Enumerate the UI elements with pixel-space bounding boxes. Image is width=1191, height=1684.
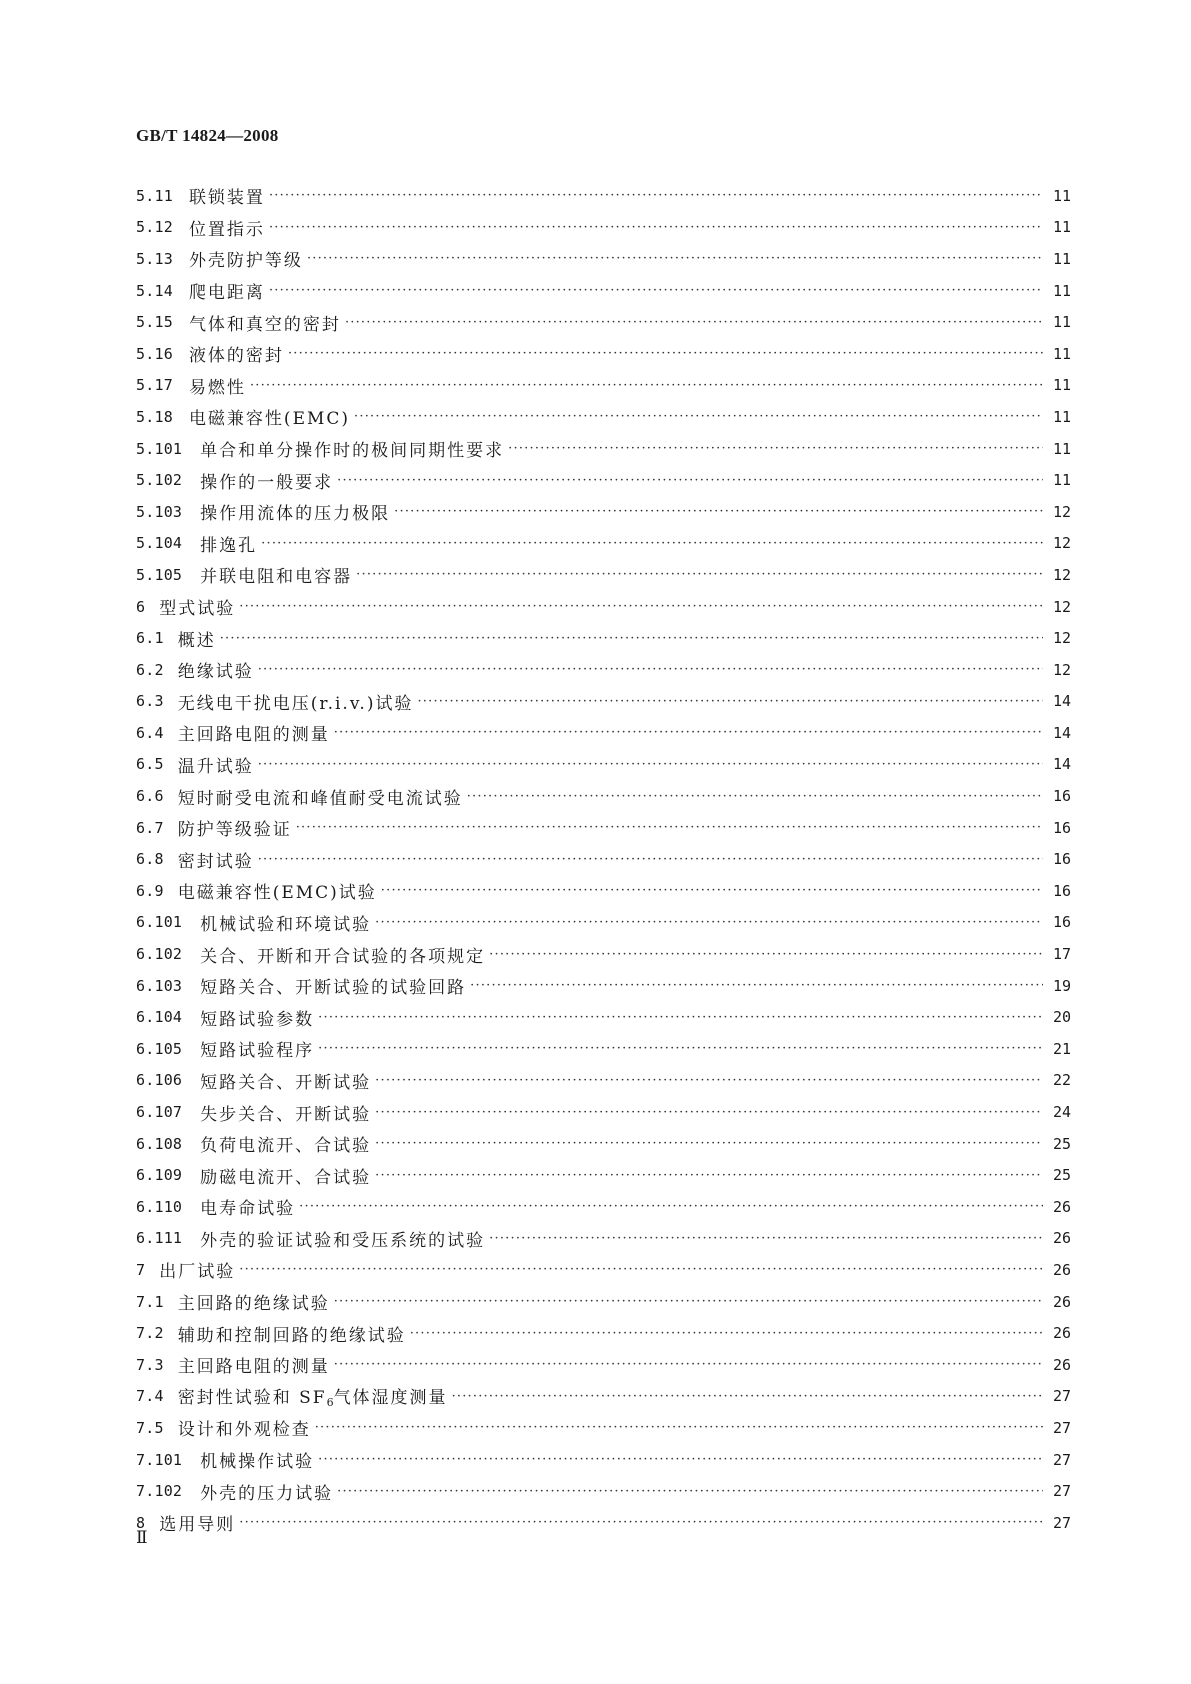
toc-entry[interactable]: [136, 1349, 1071, 1381]
toc-entry-number: 6.104: [136, 1008, 183, 1027]
toc-dot-leader: [452, 1389, 1043, 1404]
toc-dot-leader: [375, 1168, 1043, 1183]
toc-entry-page: 24: [1052, 1103, 1071, 1122]
toc-entry-title-text: 无线电干扰电压(r.i.v.)试验: [177, 693, 414, 714]
toc-entry[interactable]: [136, 496, 1071, 528]
toc-entry-page: 12: [1052, 565, 1071, 584]
toc-entry-title: [178, 1415, 311, 1440]
toc-entry-title-text: 外壳防护等级: [188, 251, 303, 272]
toc-dot-leader: [394, 504, 1043, 519]
toc-entry-title: [200, 973, 466, 998]
toc-entry-page: 27: [1052, 1482, 1071, 1501]
toc-entry[interactable]: [136, 1223, 1071, 1255]
toc-dot-leader: [307, 251, 1043, 266]
toc-entry-title: [200, 1005, 314, 1030]
toc-entry-title-text: 外壳的压力试验: [200, 1483, 334, 1504]
toc-entry-title: [200, 531, 257, 556]
toc-entry-title-text: 负荷电流开、合试验: [200, 1136, 372, 1157]
toc-entry-page: 12: [1052, 534, 1071, 553]
toc-entry-number: 8: [136, 1513, 146, 1532]
toc-dot-leader: [337, 473, 1043, 488]
toc-entry-title: [200, 1100, 371, 1125]
toc-dot-leader: [334, 1294, 1043, 1309]
toc-entry-page: 27: [1052, 1387, 1071, 1406]
toc-entry-title: [200, 468, 333, 493]
toc-entry-title: [178, 815, 292, 840]
toc-entry-title-text: 爬电距离: [188, 283, 265, 304]
toc-entry-number: 7.5: [136, 1418, 164, 1437]
toc-entry-number: 5.16: [136, 344, 173, 363]
toc-entry-page: 12: [1052, 597, 1071, 616]
toc-entry-number: 6.109: [136, 1166, 183, 1185]
toc-entry-title-text: 励磁电流开、合试验: [200, 1167, 372, 1188]
toc-entry-title: [200, 1131, 371, 1156]
toc-entry-number: 6.106: [136, 1071, 183, 1090]
toc-entry-number: 6.6: [136, 787, 164, 806]
toc-entry-title: [200, 499, 390, 524]
toc-entry-title-text: 绝缘试验: [177, 662, 254, 683]
toc-dot-leader: [381, 883, 1043, 898]
toc-entry-page: 16: [1052, 881, 1071, 900]
toc-dot-leader: [375, 1136, 1043, 1151]
toc-entry-page: 14: [1052, 755, 1071, 774]
toc-entry-page: 25: [1052, 1134, 1071, 1153]
toc-dot-leader: [334, 725, 1043, 740]
toc-dot-leader: [354, 409, 1043, 424]
toc-entry[interactable]: [136, 1475, 1071, 1507]
toc-entry-number: 6.107: [136, 1103, 183, 1122]
toc-entry-number: 5.12: [136, 218, 173, 237]
toc-entry-page: 26: [1052, 1197, 1071, 1216]
toc-dot-leader: [258, 757, 1043, 772]
toc-dot-leader: [337, 1484, 1043, 1499]
toc-entry-number: 7.3: [136, 1355, 164, 1374]
toc-entry-page: 27: [1052, 1418, 1071, 1437]
toc-entry-title-text: 并联电阻和电容器: [200, 567, 353, 588]
toc-entry[interactable]: [136, 1381, 1071, 1413]
toc-entry[interactable]: [136, 654, 1071, 686]
toc-dot-leader: [375, 915, 1043, 930]
toc-entry-title-text: 选用导则: [159, 1515, 236, 1536]
toc-entry-title: [178, 689, 414, 714]
toc-entry-number: 6.105: [136, 1039, 183, 1058]
toc-dot-leader: [258, 852, 1043, 867]
toc-entry-title: [200, 1036, 314, 1061]
page-number: Ⅱ: [136, 1528, 148, 1547]
toc-entry-number: 5.13: [136, 249, 173, 268]
toc-entry-title-text: 外壳的验证试验和受压系统的试验: [200, 1230, 486, 1251]
toc-entry-title: [178, 752, 254, 777]
toc-dot-leader: [250, 378, 1043, 393]
toc-entry[interactable]: [136, 875, 1071, 907]
toc-entry-title-text: 操作用流体的压力极限: [200, 504, 391, 525]
toc-entry-title-text: 气体湿度测量: [333, 1388, 448, 1409]
toc-entry-title: [200, 1163, 371, 1188]
toc-entry[interactable]: [136, 1001, 1071, 1033]
toc-entry-page: 11: [1052, 407, 1071, 426]
toc-entry-title: [178, 847, 254, 872]
toc-entry-title-text: 位置指示: [188, 219, 265, 240]
toc-entry[interactable]: [136, 1317, 1071, 1349]
toc-entry[interactable]: [136, 306, 1071, 338]
toc-entry-title: [159, 594, 235, 619]
toc-entry-title: [178, 1289, 330, 1314]
toc-entry-page: 12: [1052, 629, 1071, 648]
toc-entry-title-text: 电磁兼容性(EMC): [188, 409, 351, 430]
toc-entry-title: [200, 1479, 333, 1504]
toc-entry-page: 20: [1052, 1008, 1071, 1027]
toc-dot-leader: [417, 694, 1043, 709]
toc-dot-leader: [470, 978, 1043, 993]
toc-entry-title-text: 电寿命试验: [200, 1199, 296, 1220]
toc-dot-leader: [269, 283, 1043, 298]
document-code: GB/T 14824—2008: [136, 126, 279, 145]
toc-entry-title-text: 液体的密封: [188, 346, 284, 367]
toc-entry[interactable]: [136, 1507, 1071, 1539]
toc-entry-title-text: 易燃性: [188, 377, 246, 398]
toc-entry[interactable]: [136, 907, 1071, 939]
toc-dot-leader: [467, 789, 1043, 804]
toc-entry-title: [178, 657, 254, 682]
toc-entry-title-text: 密封试验: [177, 851, 254, 872]
toc-entry-page: 12: [1052, 502, 1071, 521]
toc-entry-title-text: 短路试验参数: [200, 1009, 315, 1030]
toc-dot-leader: [318, 1010, 1043, 1025]
toc-entry-number: 6.4: [136, 723, 164, 742]
toc-dot-leader: [375, 1105, 1043, 1120]
toc-entry-page: 11: [1052, 281, 1071, 300]
toc-entry-number: 7.101: [136, 1450, 183, 1469]
toc-entry-number: 6.111: [136, 1229, 183, 1248]
toc-entry-subscript: 6: [326, 1396, 334, 1410]
toc-entry-number: 5.17: [136, 376, 173, 395]
toc-entry-page: 17: [1052, 945, 1071, 964]
toc-entry[interactable]: [136, 749, 1071, 781]
toc-entry-number: 5.103: [136, 502, 183, 521]
toc-entry-title: [189, 373, 246, 398]
toc-dot-leader: [410, 1326, 1043, 1341]
toc-entry-title: [200, 1194, 295, 1219]
toc-entry[interactable]: [136, 243, 1071, 275]
toc-entry-number: 6.9: [136, 881, 164, 900]
toc-entry-number: 6.7: [136, 818, 164, 837]
toc-entry-page: 11: [1052, 344, 1071, 363]
toc-entry[interactable]: [136, 843, 1071, 875]
toc-entry-page: 26: [1052, 1292, 1071, 1311]
toc-dot-leader: [296, 820, 1043, 835]
toc-entry-number: 6.5: [136, 755, 164, 774]
toc-entry-title-text: 短路关合、开断试验: [200, 1072, 372, 1093]
toc-entry-number: 5.104: [136, 534, 183, 553]
toc-entry-page: 16: [1052, 913, 1071, 932]
toc-entry-number: 7.2: [136, 1324, 164, 1343]
toc-entry-title-text: 主回路电阻的测量: [177, 725, 330, 746]
toc-entry-number: 5.105: [136, 565, 183, 584]
toc-entry-title: [189, 278, 265, 303]
toc-entry-title: [200, 1447, 314, 1472]
toc-entry[interactable]: [136, 1096, 1071, 1128]
toc-entry-title-text: 电磁兼容性(EMC)试验: [177, 883, 377, 904]
toc-entry-title: [159, 1510, 235, 1535]
toc-dot-leader: [356, 567, 1043, 582]
toc-entry-title-text: 短路试验程序: [200, 1041, 315, 1062]
toc-entry[interactable]: [136, 1286, 1071, 1318]
toc-entry[interactable]: [136, 1444, 1071, 1476]
toc-entry-number: 5.11: [136, 186, 173, 205]
toc-entry-page: 26: [1052, 1324, 1071, 1343]
toc-dot-leader: [220, 631, 1043, 646]
toc-entry[interactable]: [136, 1412, 1071, 1444]
toc-entry[interactable]: [136, 686, 1071, 718]
toc-dot-leader: [489, 947, 1043, 962]
toc-dot-leader: [375, 1073, 1043, 1088]
toc-entry[interactable]: [136, 1254, 1071, 1286]
toc-entry-title-text: 联锁装置: [188, 188, 265, 209]
toc-dot-leader: [345, 315, 1043, 330]
toc-dot-leader: [261, 536, 1043, 551]
toc-entry-title-text: 密封性试验和 SF: [177, 1388, 327, 1409]
toc-entry-title-text: 概述: [177, 630, 216, 651]
toc-entry-title: [189, 341, 284, 366]
toc-entry-page: 16: [1052, 850, 1071, 869]
toc-entry[interactable]: [136, 1065, 1071, 1097]
toc-entry-page: 11: [1052, 471, 1071, 490]
toc-entry[interactable]: [136, 464, 1071, 496]
toc-entry-title: [159, 1257, 235, 1282]
toc-entry-title: [178, 720, 330, 745]
toc-entry-number: 7.1: [136, 1292, 164, 1311]
toc-entry-page: 11: [1052, 439, 1071, 458]
toc-entry-title: [189, 215, 265, 240]
toc-entry-title: [200, 910, 371, 935]
toc-entry-title: [189, 246, 303, 271]
toc-entry-number: 6.8: [136, 850, 164, 869]
toc-entry-number: 6.3: [136, 692, 164, 711]
toc-dot-leader: [269, 188, 1043, 203]
toc-entry-number: 7.4: [136, 1387, 164, 1406]
toc-entry-title-text: 辅助和控制回路的绝缘试验: [177, 1325, 406, 1346]
toc-entry-title-text: 温升试验: [177, 756, 254, 777]
toc-entry-title: [189, 404, 350, 429]
toc-entry[interactable]: [136, 938, 1071, 970]
toc-entry-title-text: 机械操作试验: [200, 1452, 315, 1473]
toc-entry-page: 19: [1052, 976, 1071, 995]
toc-entry-page: 11: [1052, 313, 1071, 332]
toc-entry-number: 6.101: [136, 913, 183, 932]
toc-entry-number: 6.110: [136, 1197, 183, 1216]
toc-entry-title-text: 单合和单分操作时的极间同期性要求: [200, 441, 505, 462]
toc-entry-title: [200, 436, 504, 461]
toc-dot-leader: [299, 1199, 1043, 1214]
toc-entry-page: 12: [1052, 660, 1071, 679]
toc-entry-page: 14: [1052, 692, 1071, 711]
toc-entry-page: 11: [1052, 186, 1071, 205]
toc-entry[interactable]: [136, 338, 1071, 370]
toc-entry-title-text: 操作的一般要求: [200, 472, 334, 493]
toc-entry[interactable]: [136, 1159, 1071, 1191]
toc-entry-page: 11: [1052, 218, 1071, 237]
toc-entry[interactable]: [136, 401, 1071, 433]
toc-entry-number: 5.102: [136, 471, 183, 490]
toc-entry[interactable]: [136, 212, 1071, 244]
toc-entry-title: [200, 942, 485, 967]
toc-entry-page: 27: [1052, 1513, 1071, 1532]
toc-entry[interactable]: [136, 1128, 1071, 1160]
toc-entry-number: 5.15: [136, 313, 173, 332]
toc-entry[interactable]: [136, 275, 1071, 307]
toc-entry-title-text: 主回路电阻的测量: [177, 1357, 330, 1378]
toc-entry-page: 16: [1052, 787, 1071, 806]
toc-entry-title: [189, 183, 265, 208]
toc-entry-title-text: 设计和外观检查: [177, 1420, 311, 1441]
toc-entry-page: 27: [1052, 1450, 1071, 1469]
toc-entry-title-text: 出厂试验: [159, 1262, 236, 1283]
toc-entry[interactable]: [136, 591, 1071, 623]
toc-entry-title: [178, 1383, 448, 1409]
toc-entry-title: [178, 784, 463, 809]
toc-dot-leader: [239, 1515, 1043, 1530]
toc-entry[interactable]: [136, 780, 1071, 812]
toc-entry-title: [178, 878, 377, 903]
toc-entry[interactable]: [136, 433, 1071, 465]
toc-entry-page: 21: [1052, 1039, 1071, 1058]
toc-entry[interactable]: [136, 717, 1071, 749]
toc-dot-leader: [489, 1231, 1043, 1246]
toc-entry-page: 26: [1052, 1229, 1071, 1248]
toc-entry-number: 5.101: [136, 439, 183, 458]
toc-entry-number: 6.2: [136, 660, 164, 679]
toc-entry[interactable]: [136, 559, 1071, 591]
toc-entry[interactable]: [136, 180, 1071, 212]
toc-dot-leader: [269, 220, 1043, 235]
table-of-contents: [136, 180, 1071, 1539]
toc-entry[interactable]: [136, 812, 1071, 844]
toc-dot-leader: [334, 1357, 1043, 1372]
toc-entry-page: 26: [1052, 1355, 1071, 1374]
toc-entry-title-text: 主回路的绝缘试验: [177, 1294, 330, 1315]
toc-entry-number: 6.1: [136, 629, 164, 648]
toc-entry-title: [178, 626, 216, 651]
toc-entry-number: 5.14: [136, 281, 173, 300]
toc-entry-title: [200, 1226, 485, 1251]
toc-dot-leader: [239, 599, 1043, 614]
toc-entry-number: 6.103: [136, 976, 183, 995]
toc-entry-page: 14: [1052, 723, 1071, 742]
toc-entry[interactable]: [136, 370, 1071, 402]
toc-dot-leader: [315, 1420, 1043, 1435]
toc-dot-leader: [318, 1452, 1043, 1467]
toc-entry-number: 6: [136, 597, 146, 616]
toc-dot-leader: [239, 1262, 1043, 1277]
toc-entry[interactable]: [136, 528, 1071, 560]
toc-entry-title: [189, 310, 341, 335]
toc-entry-title-text: 失步关合、开断试验: [200, 1104, 372, 1125]
toc-entry-title-text: 短路关合、开断试验的试验回路: [200, 978, 467, 999]
toc-entry[interactable]: [136, 1033, 1071, 1065]
toc-entry-page: 26: [1052, 1260, 1071, 1279]
toc-dot-leader: [318, 1041, 1043, 1056]
toc-entry-page: 22: [1052, 1071, 1071, 1090]
toc-entry[interactable]: [136, 970, 1071, 1002]
toc-dot-leader: [258, 662, 1043, 677]
toc-entry-title-text: 防护等级验证: [177, 820, 292, 841]
toc-entry-title-text: 气体和真空的密封: [188, 314, 341, 335]
toc-entry[interactable]: [136, 622, 1071, 654]
toc-entry-title: [178, 1352, 330, 1377]
toc-entry-page: 25: [1052, 1166, 1071, 1185]
toc-entry-page: 11: [1052, 249, 1071, 268]
toc-entry-page: 16: [1052, 818, 1071, 837]
toc-entry-title-text: 短时耐受电流和峰值耐受电流试验: [177, 788, 463, 809]
toc-entry-number: 6.102: [136, 945, 183, 964]
toc-entry-title-text: 机械试验和环境试验: [200, 914, 372, 935]
toc-entry-title-text: 排逸孔: [200, 535, 258, 556]
toc-entry-title: [200, 1068, 371, 1093]
toc-entry-title-text: 关合、开断和开合试验的各项规定: [200, 946, 486, 967]
toc-entry-number: 7: [136, 1260, 146, 1279]
toc-entry-page: 11: [1052, 376, 1071, 395]
toc-dot-leader: [508, 441, 1043, 456]
toc-entry-number: 6.108: [136, 1134, 183, 1153]
toc-entry[interactable]: [136, 1191, 1071, 1223]
toc-dot-leader: [288, 346, 1043, 361]
toc-entry-number: 7.102: [136, 1482, 183, 1501]
toc-entry-number: 5.18: [136, 407, 173, 426]
toc-entry-title: [200, 562, 352, 587]
toc-entry-title-text: 型式试验: [159, 599, 236, 620]
toc-entry-title: [178, 1321, 406, 1346]
